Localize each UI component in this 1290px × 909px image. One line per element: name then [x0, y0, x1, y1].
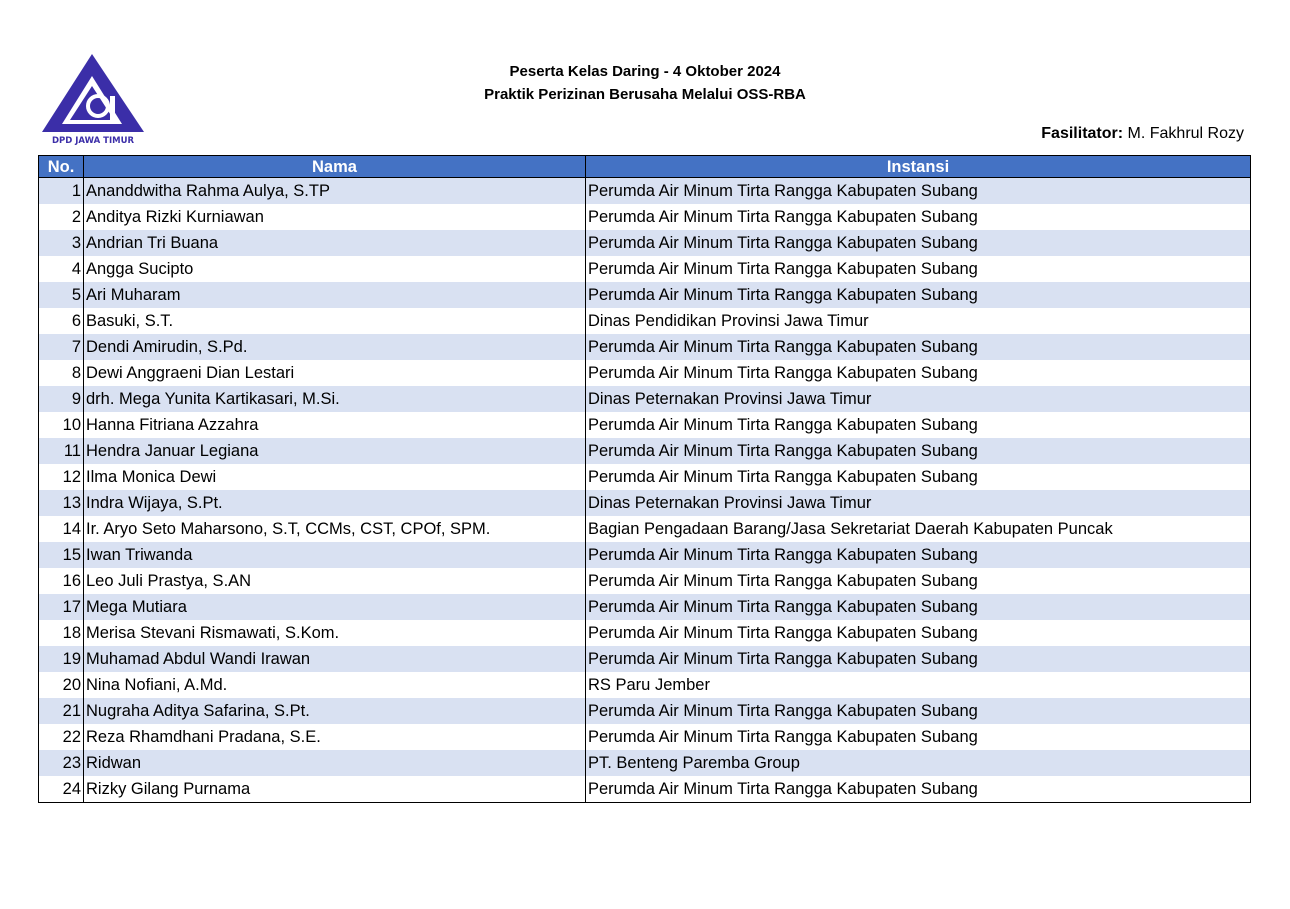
- cell-no: 3: [39, 230, 84, 256]
- table-row: [39, 542, 1251, 568]
- cell-nama: Rizky Gilang Purnama: [84, 776, 586, 803]
- cell-no: 1: [39, 178, 84, 205]
- cell-nama: Ridwan: [84, 750, 586, 776]
- cell-instansi: PT. Benteng Paremba Group: [586, 750, 1251, 776]
- table-row: [39, 230, 1251, 256]
- cell-nama: Dendi Amirudin, S.Pd.: [84, 334, 586, 360]
- table-row: [39, 308, 1251, 334]
- cell-instansi: Perumda Air Minum Tirta Rangga Kabupaten Subang: [586, 412, 1251, 438]
- logo-caption: DPD JAWA TIMUR: [51, 136, 135, 146]
- cell-instansi: Dinas Pendidikan Provinsi Jawa Timur: [586, 308, 1251, 334]
- cell-instansi: Perumda Air Minum Tirta Rangga Kabupaten Subang: [586, 568, 1251, 594]
- table-row: [39, 672, 1251, 698]
- table-header-row: [39, 156, 1251, 178]
- cell-no: 5: [39, 282, 84, 308]
- document-subtitle: Praktik Perizinan Berusaha Melalui OSS-RBA: [484, 86, 806, 103]
- cell-nama: Reza Rhamdhani Pradana, S.E.: [84, 724, 586, 750]
- table-body: [39, 178, 1251, 803]
- cell-nama: Ir. Aryo Seto Maharsono, S.T, CCMs, CST, CPOf, SPM.: [84, 516, 586, 542]
- cell-instansi: Perumda Air Minum Tirta Rangga Kabupaten Subang: [586, 334, 1251, 360]
- cell-nama: Indra Wijaya, S.Pt.: [84, 490, 586, 516]
- table-row: [39, 620, 1251, 646]
- cell-instansi: Perumda Air Minum Tirta Rangga Kabupaten Subang: [586, 438, 1251, 464]
- cell-nama: Ilma Monica Dewi: [84, 464, 586, 490]
- cell-instansi: Perumda Air Minum Tirta Rangga Kabupaten Subang: [586, 360, 1251, 386]
- cell-nama: Anditya Rizki Kurniawan: [84, 204, 586, 230]
- cell-no: 16: [39, 568, 84, 594]
- cell-no: 14: [39, 516, 84, 542]
- table-row: [39, 282, 1251, 308]
- cell-nama: Leo Juli Prastya, S.AN: [84, 568, 586, 594]
- cell-no: 22: [39, 724, 84, 750]
- cell-instansi: Perumda Air Minum Tirta Rangga Kabupaten Subang: [586, 464, 1251, 490]
- cell-no: 9: [39, 386, 84, 412]
- cell-no: 17: [39, 594, 84, 620]
- cell-no: 11: [39, 438, 84, 464]
- cell-no: 21: [39, 698, 84, 724]
- cell-nama: Ananddwitha Rahma Aulya, S.TP: [84, 178, 586, 205]
- table-row: [39, 412, 1251, 438]
- cell-instansi: Perumda Air Minum Tirta Rangga Kabupaten Subang: [586, 594, 1251, 620]
- table-row: [39, 360, 1251, 386]
- table-row: [39, 334, 1251, 360]
- participant-table: [38, 155, 1251, 803]
- cell-instansi: Perumda Air Minum Tirta Rangga Kabupaten Subang: [586, 724, 1251, 750]
- table-row: [39, 724, 1251, 750]
- cell-instansi: Perumda Air Minum Tirta Rangga Kabupaten Subang: [586, 620, 1251, 646]
- cell-instansi: RS Paru Jember: [586, 672, 1251, 698]
- column-header-instansi: Instansi: [586, 156, 1251, 178]
- cell-no: 20: [39, 672, 84, 698]
- cell-nama: Nina Nofiani, A.Md.: [84, 672, 586, 698]
- cell-no: 10: [39, 412, 84, 438]
- document-title-block: [0, 60, 1290, 106]
- cell-no: 19: [39, 646, 84, 672]
- cell-nama: Mega Mutiara: [84, 594, 586, 620]
- cell-nama: Merisa Stevani Rismawati, S.Kom.: [84, 620, 586, 646]
- table-row: [39, 256, 1251, 282]
- cell-nama: Angga Sucipto: [84, 256, 586, 282]
- cell-nama: Hendra Januar Legiana: [84, 438, 586, 464]
- cell-no: 4: [39, 256, 84, 282]
- fasilitator-name: M. Fakhrul Rozy: [1123, 125, 1244, 142]
- table-row: [39, 516, 1251, 542]
- cell-instansi: Perumda Air Minum Tirta Rangga Kabupaten Subang: [586, 698, 1251, 724]
- cell-instansi: Perumda Air Minum Tirta Rangga Kabupaten Subang: [586, 282, 1251, 308]
- cell-nama: Andrian Tri Buana: [84, 230, 586, 256]
- cell-nama: Iwan Triwanda: [84, 542, 586, 568]
- cell-nama: drh. Mega Yunita Kartikasari, M.Si.: [84, 386, 586, 412]
- cell-nama: Hanna Fitriana Azzahra: [84, 412, 586, 438]
- cell-nama: Muhamad Abdul Wandi Irawan: [84, 646, 586, 672]
- cell-no: 18: [39, 620, 84, 646]
- cell-nama: Ari Muharam: [84, 282, 586, 308]
- fasilitator-line: [1041, 123, 1244, 145]
- document-title: Peserta Kelas Daring - 4 Oktober 2024: [509, 63, 781, 80]
- cell-nama: Nugraha Aditya Safarina, S.Pt.: [84, 698, 586, 724]
- table-row: [39, 594, 1251, 620]
- cell-instansi: Bagian Pengadaan Barang/Jasa Sekretariat Daerah Kabupaten Puncak: [586, 516, 1251, 542]
- cell-no: 8: [39, 360, 84, 386]
- cell-instansi: Perumda Air Minum Tirta Rangga Kabupaten Subang: [586, 204, 1251, 230]
- table-row: [39, 490, 1251, 516]
- table-row: [39, 776, 1251, 803]
- table-row: [39, 568, 1251, 594]
- cell-no: 15: [39, 542, 84, 568]
- cell-instansi: Perumda Air Minum Tirta Rangga Kabupaten Subang: [586, 646, 1251, 672]
- cell-instansi: Dinas Peternakan Provinsi Jawa Timur: [586, 386, 1251, 412]
- cell-instansi: Dinas Peternakan Provinsi Jawa Timur: [586, 490, 1251, 516]
- cell-no: 23: [39, 750, 84, 776]
- table-row: [39, 750, 1251, 776]
- fasilitator-label: Fasilitator:: [1041, 125, 1124, 142]
- cell-instansi: Perumda Air Minum Tirta Rangga Kabupaten Subang: [586, 256, 1251, 282]
- table-row: [39, 204, 1251, 230]
- column-header-nama: Nama: [84, 156, 586, 178]
- column-header-no: No.: [39, 156, 84, 178]
- cell-no: 13: [39, 490, 84, 516]
- cell-nama: Dewi Anggraeni Dian Lestari: [84, 360, 586, 386]
- table-row: [39, 698, 1251, 724]
- cell-instansi: Perumda Air Minum Tirta Rangga Kabupaten Subang: [586, 230, 1251, 256]
- table-row: [39, 386, 1251, 412]
- cell-instansi: Perumda Air Minum Tirta Rangga Kabupaten Subang: [586, 542, 1251, 568]
- cell-no: 12: [39, 464, 84, 490]
- table-row: [39, 646, 1251, 672]
- cell-no: 7: [39, 334, 84, 360]
- cell-no: 6: [39, 308, 84, 334]
- table-row: [39, 178, 1251, 205]
- table-row: [39, 464, 1251, 490]
- table-row: [39, 438, 1251, 464]
- cell-instansi: Perumda Air Minum Tirta Rangga Kabupaten Subang: [586, 178, 1251, 205]
- cell-instansi: Perumda Air Minum Tirta Rangga Kabupaten Subang: [586, 776, 1251, 803]
- cell-no: 2: [39, 204, 84, 230]
- cell-nama: Basuki, S.T.: [84, 308, 586, 334]
- cell-no: 24: [39, 776, 84, 803]
